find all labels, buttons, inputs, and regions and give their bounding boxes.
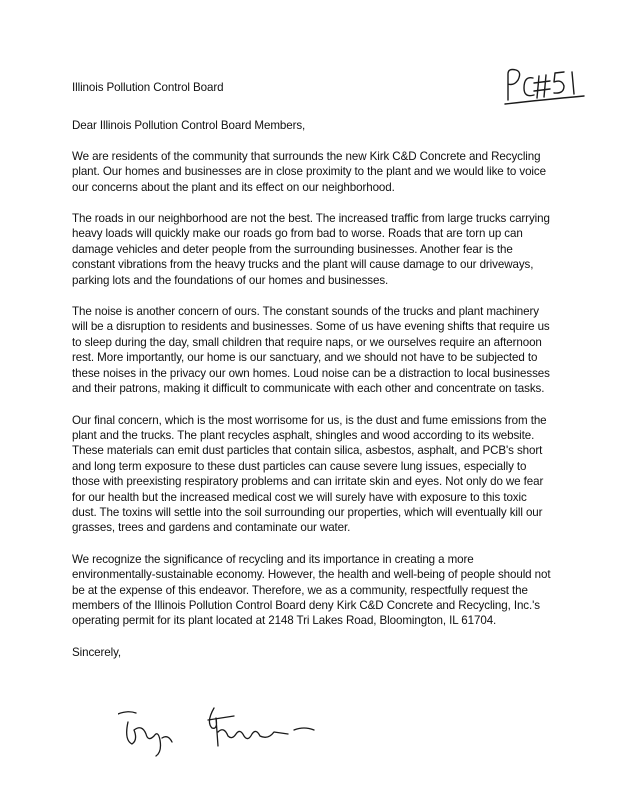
paragraph-roads-intro: We are residents of the community that surrounds the new Kirk C&D Concrete and Recycling plant. Our homes and businesses are in close proximity to the plant and we would like to voice our concerns about the plant and its effect on our neighborhood. — [72, 149, 546, 194]
letter-body — [72, 80, 552, 660]
paragraph-noise: The noise is another concern of ours. The constant sounds of the trucks and plant machinery will be a disruption to residents and businesses. Some of us have evening shifts that require us to sleep during the day, small children that require naps, or we ourselves require an afternoon rest. More importantly, our home is our sanctuary, and we should not have to be subjected to these noises in the privacy our own homes. Loud noise can be a distraction to local businesses and their patrons, making it difficult to communicate with each other and concentrate on tasks. — [72, 305, 550, 396]
closing-line: Sincerely, — [72, 645, 122, 659]
signature-drawing — [118, 700, 338, 760]
salutation-line: Dear Illinois Pollution Control Board Members, — [72, 119, 306, 133]
paragraph-dust: Our final concern, which is the most worrisome for us, is the dust and fume emissions from the plant and the trucks. The plant recycles asphalt, shingles and wood according to its website. These materials can emit dust particles that contain silica, asbestos, asphalt, and PCB's short and long term exposure to these dust particles can cause severe lung issues, especially to those with preexisting respiratory problems and can irritate skin and eyes. Not only do we fear for our health but the increased medical cost we will surely have with exposure to this toxic dust. The toxins will settle into the soil surrounding our properties, which will eventually kill our grasses, trees and gardens and contaminate our water. — [72, 413, 547, 535]
recipient-line: Illinois Pollution Control Board — [72, 81, 224, 94]
handwritten-signature — [118, 700, 338, 760]
paragraph-request: We recognize the significance of recycling and its importance in creating a more environmentally-sustainable economy. However, the health and well-being of people should not be at the expense of this endeavor. Therefore, we as a community, respectfully request the members of the Illinois Pollution Control Board deny Kirk C&D Concrete and Recycling, Inc.'s operating permit for its plant located at 2148 Tri Lakes Road, Bloomington, IL 61704. — [72, 552, 551, 628]
paragraph-roads: The roads in our neighborhood are not the best. The increased traffic from large trucks carrying heavy loads will quickly make our roads go from bad to worse. Roads that are torn up can damage vehicles and deter people from the surrounding businesses. Another fear is the constant vibrations from the heavy trucks and the plant will cause damage to our driveways, parking lots and the foundations of our homes and businesses. — [72, 212, 550, 287]
